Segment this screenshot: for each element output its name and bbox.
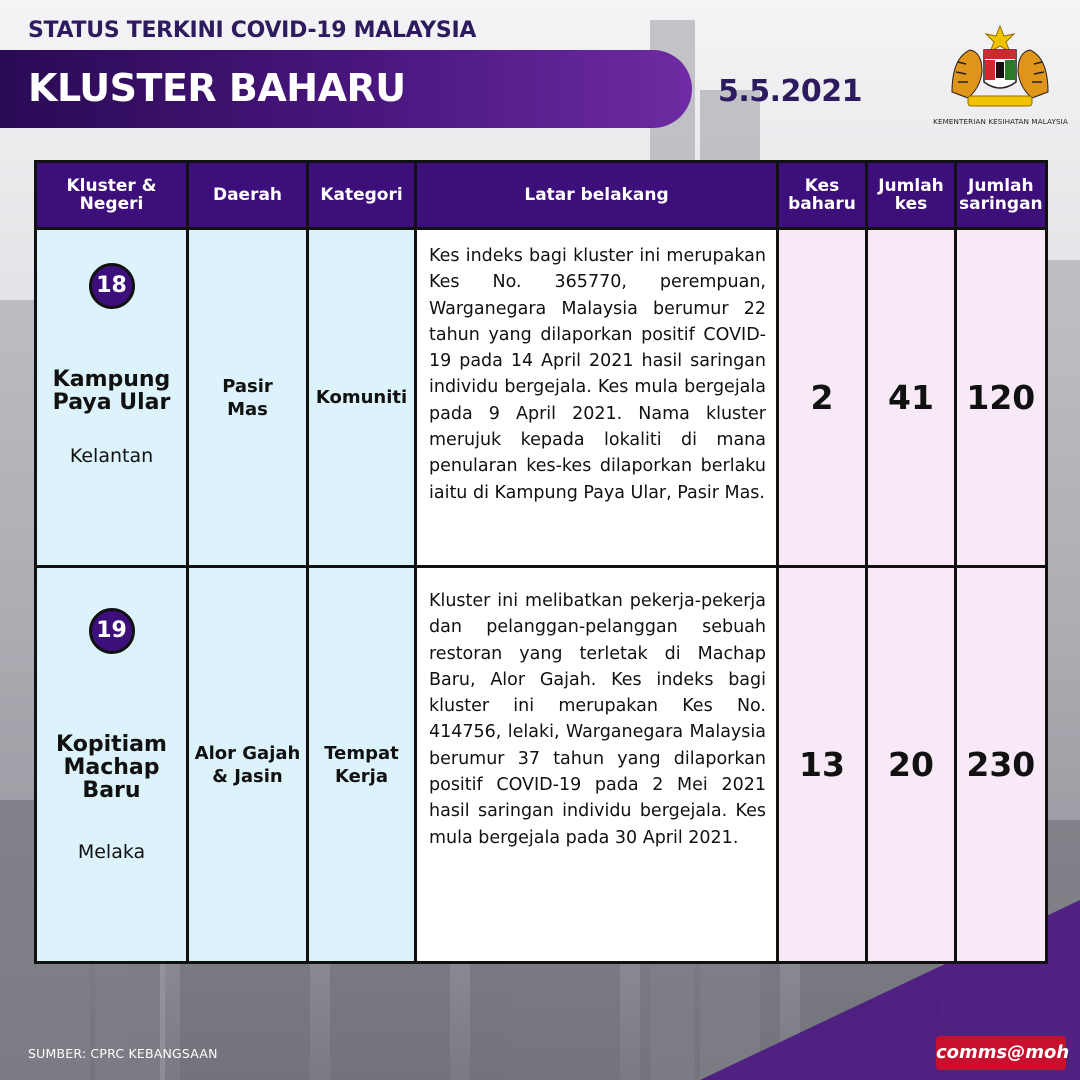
coat-of-arms-icon bbox=[944, 22, 1056, 110]
comms-moh-logo: comms@moh bbox=[936, 1036, 1066, 1070]
header-jumlah-saringan: Jumlah saringan bbox=[956, 162, 1047, 229]
cluster-table bbox=[34, 160, 1048, 964]
jumlah-saringan-cell bbox=[956, 229, 1047, 567]
kes-baharu-cell bbox=[778, 567, 867, 963]
kes-baharu-value: 13 bbox=[799, 745, 845, 784]
jumlah-saringan-cell bbox=[956, 567, 1047, 963]
daerah-text: Pasir Mas bbox=[222, 375, 273, 420]
top-title: STATUS TERKINI COVID-19 MALAYSIA bbox=[28, 18, 477, 43]
jumlah-kes-value: 41 bbox=[888, 378, 934, 417]
kategori-cell bbox=[308, 567, 416, 963]
daerah-cell bbox=[188, 229, 308, 567]
cluster-cell bbox=[36, 567, 188, 963]
jumlah-kes-value: 20 bbox=[888, 745, 934, 784]
jumlah-kes-cell bbox=[867, 567, 956, 963]
cluster-state: Melaka bbox=[77, 841, 146, 863]
header-latar: Latar belakang bbox=[416, 162, 778, 229]
header-kluster: Kluster & Negeri bbox=[36, 162, 188, 229]
header-kes-baharu: Kes baharu bbox=[778, 162, 867, 229]
report-date: 5.5.2021 bbox=[718, 74, 863, 109]
latar-belakang-text: Kluster ini melibatkan pekerja-pekerja dan pelanggan-pelanggan sebuah restoran yang terletak di Machap Baru, Alor Gajah. Kes indeks bagi kluster ini merupakan Kes No. 414756, lelaki, Warganegara Malaysia berumur 37 tahun yang dilaporkan positif COVID-19 pada 2 Mei 2021 hasil saringan individu bergejala. Kes mula bergejala pada 30 April 2021. bbox=[416, 567, 778, 963]
table-header-row bbox=[36, 162, 1047, 229]
jumlah-kes-cell bbox=[867, 229, 956, 567]
table-row bbox=[36, 567, 1047, 963]
cluster-table-container bbox=[34, 160, 1048, 964]
ministry-name: KEMENTERIAN KESIHATAN MALAYSIA bbox=[933, 117, 1068, 126]
cluster-number-badge: 19 bbox=[89, 608, 135, 654]
kategori-text: Tempat Kerja bbox=[324, 742, 399, 787]
source-note: SUMBER: CPRC KEBANGSAAN bbox=[28, 1046, 218, 1061]
header-jumlah-kes: Jumlah kes bbox=[867, 162, 956, 229]
jumlah-saringan-value: 120 bbox=[966, 378, 1036, 417]
table-row bbox=[36, 229, 1047, 567]
jumlah-saringan-value: 230 bbox=[966, 745, 1036, 784]
kategori-cell bbox=[308, 229, 416, 567]
cluster-number-badge: 18 bbox=[89, 263, 135, 309]
kategori-text: Komuniti bbox=[315, 387, 408, 408]
latar-belakang-text: Kes indeks bagi kluster ini merupakan Kes No. 365770, perempuan, Warganegara Malaysia berumur 22 tahun yang dilaporkan positif COVID-19 pada 14 April 2021 hasil saringan individu bergejala. Kes mula bergejala pada 9 April 2021. Nama kluster merujuk kepada lokaliti di mana penularan kes-kes dilaporkan berlaku iaitu di Kampung Paya Ular, Pasir Mas. bbox=[416, 229, 778, 567]
header-kategori: Kategori bbox=[308, 162, 416, 229]
daerah-text: Alor Gajah & Jasin bbox=[194, 742, 301, 787]
banner-title: KLUSTER BAHARU bbox=[28, 66, 406, 110]
kes-baharu-value: 2 bbox=[810, 378, 834, 417]
cluster-name: Kampung Paya Ular bbox=[52, 366, 171, 415]
cluster-cell bbox=[36, 229, 188, 567]
daerah-cell bbox=[188, 567, 308, 963]
kes-baharu-cell bbox=[778, 229, 867, 567]
cluster-name: Kopitiam Machap Baru bbox=[56, 732, 167, 803]
header-daerah: Daerah bbox=[188, 162, 308, 229]
cluster-state: Kelantan bbox=[69, 444, 154, 467]
title-banner bbox=[0, 50, 692, 128]
